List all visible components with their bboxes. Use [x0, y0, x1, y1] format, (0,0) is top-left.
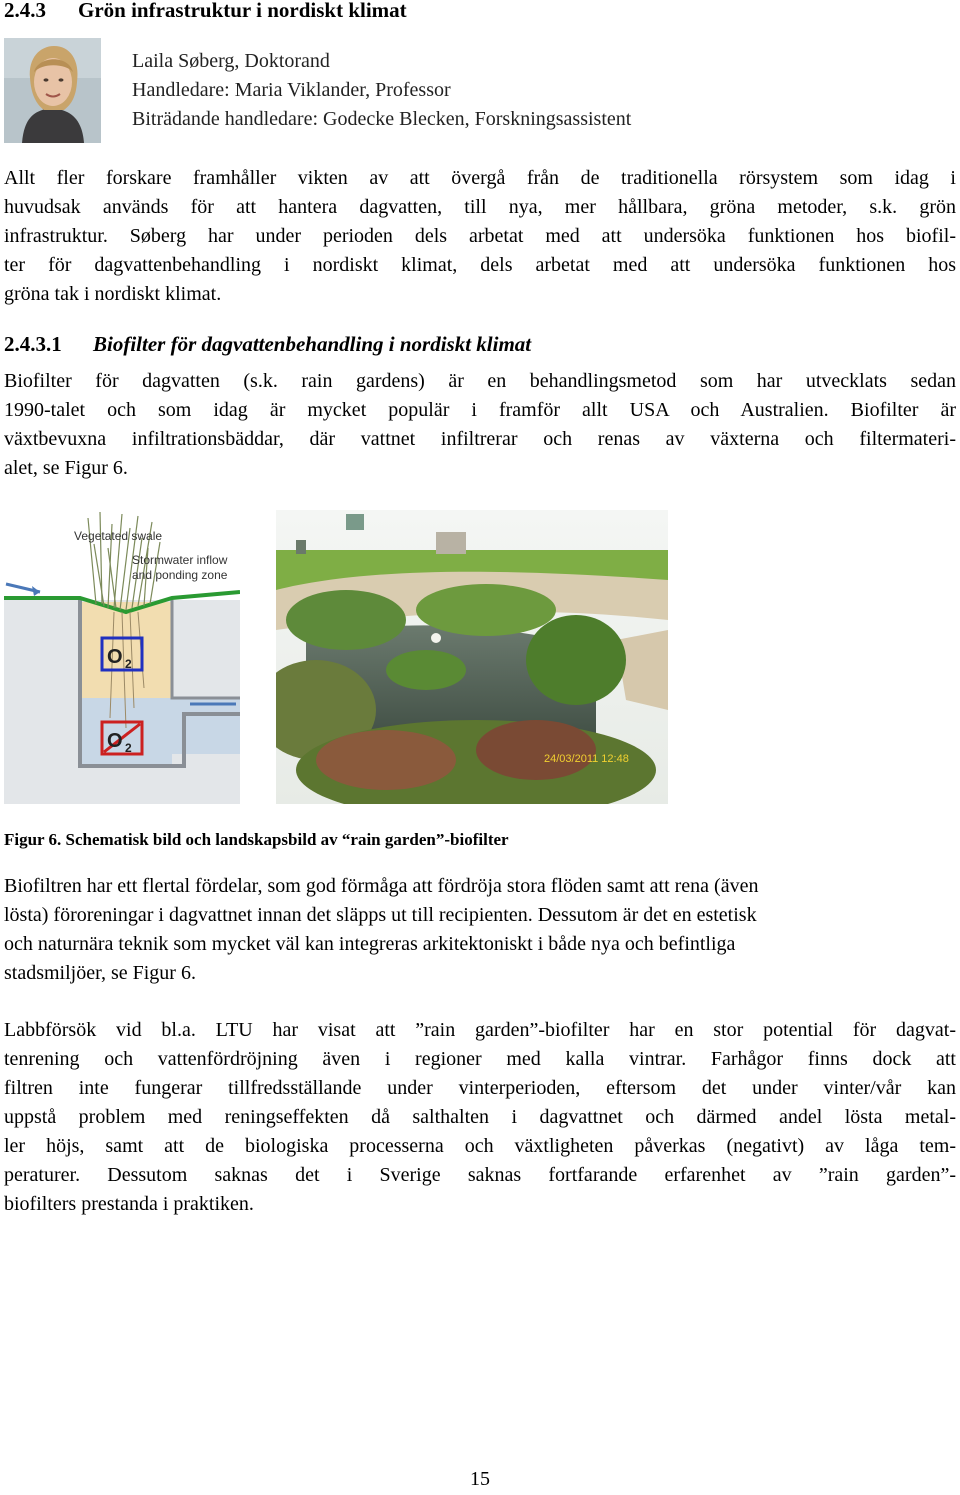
text-line: 1990-talet och som idag är mycket populär i framför allt USA och Australien. Biofilter är: [4, 399, 956, 421]
portrait-illustration: [4, 38, 101, 143]
section-heading: [4, 0, 407, 23]
label-ponding-zone: and ponding zone: [132, 568, 228, 582]
text-line: huvudsak används för att hantera dagvatten, till nya, mer hållbara, gröna metoder, s.k. grön: [4, 196, 956, 218]
text-line: tenrening och vattenfördröjning även i regioner med kalla vintrar. Farhågor finns dock att: [4, 1048, 956, 1070]
text-line: växtbevuxna infiltrationsbäddar, där vattnet infiltrerar och renas av växterna och filtermateri-: [4, 428, 956, 450]
label-o2: O: [107, 646, 123, 668]
lab-results-paragraph: [4, 1016, 956, 1219]
figure-caption: Figur 6. Schematisk bild och landskapsbild av “rain garden”-biofilter: [4, 830, 509, 849]
text-line: ter för dagvattenbehandling i nordiskt klimat, dels arbetat med att undersöka funktionen hos: [4, 254, 956, 276]
page-number: 15: [470, 1468, 490, 1490]
label-no-o2-subscript: 2: [125, 741, 132, 755]
text-line: biofilters prestanda i praktiken.: [4, 1193, 254, 1215]
text-line: och naturnära teknik som mycket väl kan integreras arkitektoniskt i både nya och befintliga: [4, 933, 736, 955]
subsection-number: 2.4.3.1: [4, 332, 62, 356]
text-line: peraturer. Dessutom saknas det i Sverige saknas fortfarande erfarenhet av ”rain garden”-: [4, 1164, 956, 1186]
landscape-illustration: [276, 510, 668, 804]
text-line: Allt fler forskare framhåller vikten av att övergå från de traditionella rörsystem som idag i: [4, 167, 956, 189]
author-portrait: [4, 38, 101, 143]
schematic-illustration: [4, 508, 240, 804]
biofilter-schematic: [4, 508, 240, 804]
text-line: Biofilter för dagvatten (s.k. rain gardens) är en behandlingsmetod som har utvecklats sedan: [4, 370, 956, 392]
text-line: uppstå problem med reningseffekten då salthalten i dagvattnet och därmed andel lösta metal-: [4, 1106, 956, 1128]
text-line: stadsmiljöer, se Figur 6.: [4, 962, 196, 984]
author-list: [132, 47, 631, 134]
subsection-title: Biofilter för dagvattenbehandling i nordiskt klimat: [93, 332, 532, 356]
section-number: 2.4.3: [4, 0, 46, 22]
author-researcher: Laila Søberg, Doktorand: [132, 50, 330, 72]
text-line: lösta) föroreningar i dagvattnet innan det släpps ut till recipienten. Dessutom är det en estetisk: [4, 904, 757, 926]
biofilter-paragraph: [4, 367, 956, 483]
photo-timestamp: 24/03/2011 12:48: [544, 753, 629, 765]
intro-paragraph: [4, 164, 956, 309]
section-title: Grön infrastruktur i nordiskt klimat: [78, 0, 407, 22]
text-line: ler höjs, samt att de biologiska processerna och växtligheten påverkas (negativt) av låga tem-: [4, 1135, 956, 1157]
text-line: infrastruktur. Søberg har under perioden dels arbetat med att undersöka funktionen hos biofil-: [4, 225, 956, 247]
label-stormwater-inflow: Stormwater inflow: [132, 553, 228, 567]
label-vegetated-swale: Vegetated swale: [74, 529, 163, 543]
label-no-o2: O: [107, 730, 123, 752]
subsection-heading: [4, 332, 531, 357]
text-line: alet, se Figur 6.: [4, 457, 128, 479]
text-line: filtren inte fungerar tillfredsställande under vinterperioden, eftersom det under vinter/vår kan: [4, 1077, 956, 1099]
rain-garden-photo: [276, 510, 668, 804]
text-line: gröna tak i nordiskt klimat.: [4, 283, 222, 305]
label-o2-subscript: 2: [125, 657, 132, 671]
author-supervisor: Handledare: Maria Viklander, Professor: [132, 79, 451, 101]
text-line: Labbförsök vid bl.a. LTU har visat att ”rain garden”-biofilter har en stor potential för dagvat-: [4, 1019, 956, 1041]
benefits-paragraph: [4, 872, 948, 988]
text-line: Biofiltren har ett flertal fördelar, som god förmåga att fördröja stora flöden samt att rena (även: [4, 875, 759, 897]
author-assistant-supervisor: Biträdande handledare: Godecke Blecken, Forskningsassistent: [132, 108, 632, 130]
